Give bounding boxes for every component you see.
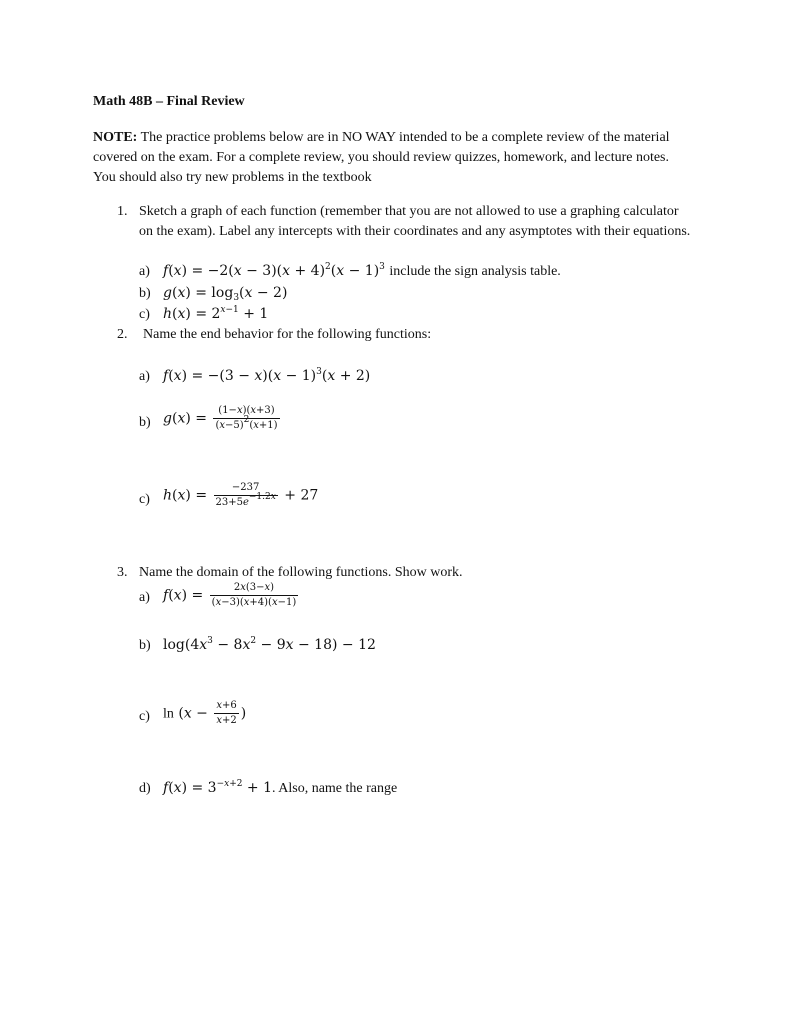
- problem-1-text: Sketch a graph of each function (remember that you are not allowed to use a graphing calculator on the exam). Label any intercepts with their coordinates and any asymptotes with their equations.: [139, 204, 691, 239]
- problem-2a-label: a): [139, 369, 150, 384]
- problem-2a-equation: $f(x) = -(3 - x)(x - 1)^3(x + 2)$: [163, 367, 371, 384]
- problem-1a-label: a): [139, 264, 150, 279]
- problem-2c-label: c): [139, 492, 150, 507]
- page-title: Math 48B – Final Review: [93, 94, 245, 109]
- note-label: NOTE:: [93, 130, 138, 145]
- problem-3a-label: a): [139, 590, 150, 605]
- problem-3a-equation: f(x) = $\frac{2x(3-x)}{(x-3)(x+4)(x-1)}$: [163, 582, 297, 608]
- problem-2b-equation: g(x) = $\frac{(1-x)(x+3)}{(x-5)^2(x+1)}$: [163, 405, 278, 431]
- problem-3c-fraction: $\frac{x+6}{x+2}$: [216, 700, 237, 726]
- problem-3d-note: . Also, name the range: [272, 781, 398, 796]
- problem-1c-equation: $h(x) = 2^{x-1} + 1$: [163, 305, 269, 322]
- problem-3c-equation: ln (x − $\frac{x+6}{x+2}$ ): [163, 700, 247, 726]
- problem-3c-label: c): [139, 709, 150, 724]
- problem-1b-label: b): [139, 286, 151, 301]
- problem-3b-equation: $\log(4x^3 - 8x^2 - 9x - 18) - 12$: [163, 636, 376, 653]
- problem-2c-fraction: $\frac{-237}{23+5e^{-1.2x}}$: [215, 482, 276, 508]
- problem-2b-label: b): [139, 415, 151, 430]
- problem-2c-equation: h(x) = $\frac{-237}{23+5e^{-1.2x}}$ + 27: [163, 482, 319, 508]
- problem-3-text: Name the domain of the following functions. Show work.: [139, 565, 463, 580]
- problem-1a-note: include the sign analysis table.: [389, 264, 561, 279]
- note-paragraph: [93, 128, 693, 188]
- problem-1-number: 1.: [117, 204, 128, 219]
- note-text: The practice problems below are in NO WAY intended to be a complete review of the material covered on the exam. For a complete review, you should review quizzes, homework, and lecture notes. You should also try new problems in the textbook: [93, 130, 670, 185]
- problem-1c-label: c): [139, 307, 150, 322]
- problem-3a-fraction: $\frac{2x(3-x)}{(x-3)(x+4)(x-1)}$: [211, 582, 297, 608]
- problem-1b-equation: $g(x) = \log_3(x - 2)$: [163, 285, 288, 303]
- problem-2b-fraction: $\frac{(1-x)(x+3)}{(x-5)^2(x+1)}$: [215, 405, 278, 431]
- problem-1a-equation: $f(x) = -2(x - 3)(x + 4)^2(x - 1)^3$ include the sign analysis table.: [163, 262, 561, 279]
- problem-3d-equation: $f(x) = 3^{-x+2} + 1$. Also, name the range: [163, 779, 398, 796]
- problem-3-number: 3.: [117, 565, 128, 580]
- problem-2-number: 2.: [117, 327, 128, 342]
- problem-3d-label: d): [139, 781, 151, 796]
- problem-3b-label: b): [139, 638, 151, 653]
- problem-2-text: Name the end behavior for the following functions:: [143, 327, 432, 342]
